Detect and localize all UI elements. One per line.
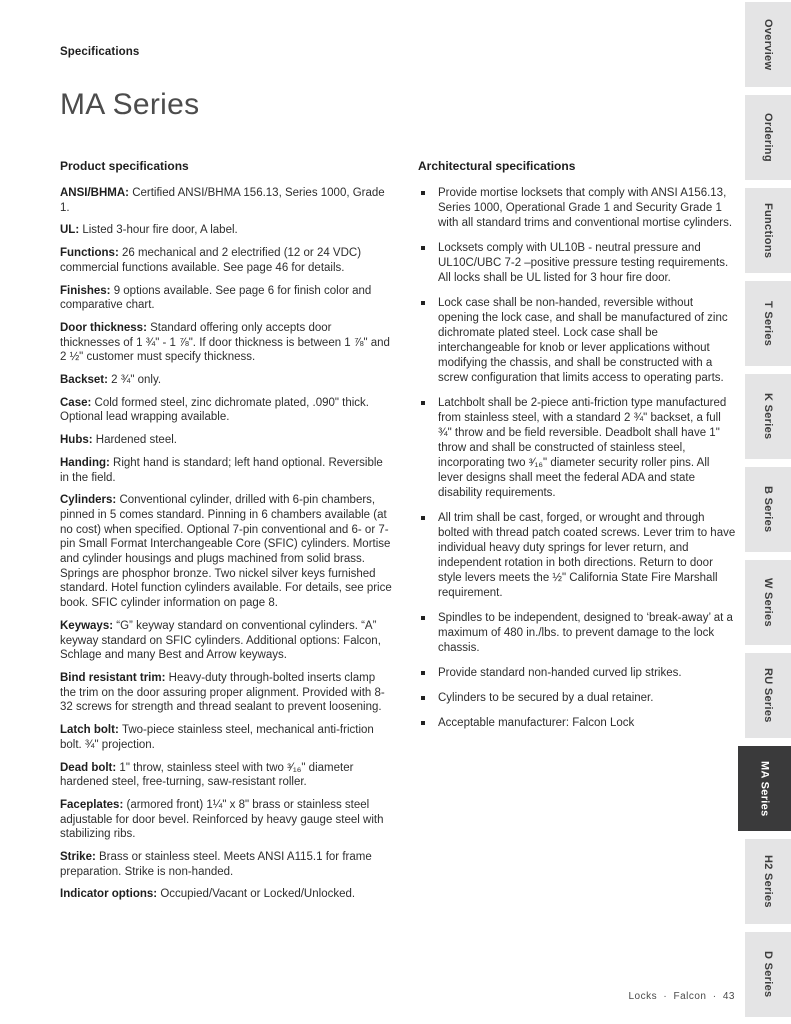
sidebar-tab-label: W Series (762, 578, 774, 627)
sidebar-tab-ru-series[interactable] (745, 653, 791, 738)
product-specifications-column (60, 159, 392, 910)
product-spec-item: Finishes: 9 options available. See page 6 for finish color and comparative chart. (60, 284, 372, 312)
product-spec-item: Hubs: Hardened steel. (60, 434, 177, 447)
arch-spec-bullet-item (418, 186, 736, 231)
sidebar-tab-label: H2 Series (762, 855, 774, 908)
product-spec-item: Cylinders: Conventional cylinder, drilled with 6-pin chambers, pinned in 5 comes standard. Pinning in 6 chambers available (at no cost) when specified. Optional 7-pin conventional and 6- or 7-pin Small Format Interchangeable Core (SFIC) cylinders. Mortise and cylinder housings and plugs machined from solid brass. Springs are phosphor bronze. Two nickel silver keys furnished standard. Hotel function cylinders available. For details, see price book. SFIC cylinder information on page 8. (60, 494, 392, 610)
arch-spec-bullet-item (418, 716, 736, 731)
product-spec-item: Keyways: “G” keyway standard on conventional cylinders. “A” keyway standard on SFIC cylinders. Additional options: Falcon, Schlage and many Best and Arrow keyways. (60, 619, 381, 662)
product-spec-item: Functions: 26 mechanical and 2 electrified (12 or 24 VDC) commercial functions available. See page 46 for details. (60, 247, 362, 274)
product-spec-item: UL: Listed 3-hour fire door, A label. (60, 224, 238, 237)
sidebar-tab-label: K Series (762, 393, 774, 440)
sidebar-tab-d-series[interactable] (745, 932, 791, 1017)
product-spec-label: Indicator options: (60, 888, 161, 901)
arch-spec-bullet-item (418, 691, 736, 706)
sidebar-tab-label: D Series (762, 951, 774, 998)
arch-spec-bullet-item (418, 296, 736, 386)
sidebar-tab-b-series[interactable] (745, 467, 791, 552)
product-spec-item: Dead bolt: 1" throw, stainless steel with two ³⁄₁₆" diameter hardened steel, free-turning, saw-resistant roller. (60, 761, 354, 789)
arch-spec-bullet-item (418, 666, 736, 681)
product-spec-item: Backset: 2 ¾" only. (60, 374, 162, 387)
square-bullet-icon (421, 401, 425, 405)
arch-spec-bullet-text: Cylinders to be secured by a dual retainer. (438, 692, 654, 704)
sidebar-tab-label: T Series (762, 300, 774, 347)
product-spec-item: Indicator options: Occupied/Vacant or Locked/Unlocked. (60, 888, 356, 901)
square-bullet-icon (421, 671, 425, 675)
product-spec-label: Door thickness: (60, 321, 151, 334)
sidebar-tab-w-series[interactable] (745, 560, 791, 645)
arch-spec-bullet-text: Lock case shall be non-handed, reversible without opening the lock case, and shall be manufactured of zinc dichromate plated steel. Lock case shall be interchangeable for knob or lever applications without modifying the chassis, and shall be constructed with a screw configuration that limits access to operating parts. (438, 297, 728, 384)
product-spec-item: Faceplates: (armored front) 1¼" x 8" brass or stainless steel adjustable for door bevel. Reinforced by heavy gauge steel with stabilizing ribs. (60, 798, 384, 841)
sidebar-tab-h2-series[interactable] (745, 839, 791, 924)
product-spec-item: Case: Cold formed steel, zinc dichromate plated, .090" thick. Optional lead wrapping available. (60, 396, 369, 424)
product-specs-list (60, 186, 392, 902)
product-spec-item: ANSI/BHMA: Certified ANSI/BHMA 156.13, Series 1000, Grade 1. (60, 187, 385, 214)
sidebar-tab-label: Ordering (762, 113, 774, 162)
square-bullet-icon (421, 191, 425, 195)
product-spec-label: Hubs: (60, 434, 96, 447)
sidebar-tab-ordering[interactable] (745, 95, 791, 180)
arch-spec-bullet-item (418, 241, 736, 286)
sidebar-tab-overview[interactable] (745, 2, 791, 87)
arch-spec-bullet-text: All trim shall be cast, forged, or wrought and through bolted with thread patch coated screws. Lever trim to have individual heavy duty springs for lever return, and independent rotation in both directions. Return to door style levers meets the ½" California State Fire Marshall requirement. (438, 512, 736, 599)
square-bullet-icon (421, 696, 425, 700)
square-bullet-icon (421, 616, 425, 620)
product-spec-label: Functions: (60, 247, 122, 260)
product-spec-item: Door thickness: Standard offering only accepts door thicknesses of 1 ¾" - 1 ⅞". If door thickness is between 1 ⅞" and 2 ½" customer must specify thickness. (60, 321, 390, 364)
sidebar-tab-k-series[interactable] (745, 374, 791, 459)
product-spec-label: UL: (60, 224, 83, 237)
product-spec-label: Backset: (60, 374, 112, 387)
arch-spec-bullet-item (418, 611, 736, 656)
product-spec-item: Latch bolt: Two-piece stainless steel, mechanical anti-friction bolt. ¾" projection. (60, 724, 374, 751)
architectural-specifications-column (418, 159, 736, 910)
sidebar-tab-t-series[interactable] (745, 281, 791, 366)
page-title: MA Series (60, 88, 200, 121)
product-spec-item: Handing: Right hand is standard; left hand optional. Reversible in the field. (60, 456, 383, 484)
product-spec-label: Latch bolt: (60, 724, 122, 737)
product-spec-label: Case: (60, 396, 95, 409)
square-bullet-icon (421, 721, 425, 725)
arch-spec-bullet-text: Locksets comply with UL10B - neutral pressure and UL10C/UBC 7-2 –positive pressure testing requirements. All locks shall be UL listed for 3 hour fire door. (438, 242, 729, 284)
arch-spec-bullet-item (418, 511, 736, 601)
arch-spec-bullet-text: Provide standard non-handed curved lip strikes. (438, 667, 682, 679)
sidebar-tab-functions[interactable] (745, 188, 791, 273)
product-specs-heading: Product specifications (60, 159, 189, 173)
arch-spec-bullet-text: Provide mortise locksets that comply with ANSI A156.13, Series 1000, Operational Grade 1 and Security Grade 1 with all standard trims and conventional mortise cylinders. (438, 187, 733, 229)
product-spec-label: ANSI/BHMA: (60, 187, 133, 199)
product-spec-label: Keyways: (60, 619, 117, 632)
square-bullet-icon (421, 301, 425, 305)
product-spec-label: Dead bolt: (60, 761, 120, 774)
product-spec-label: Cylinders: (60, 494, 120, 507)
sidebar-tab-label: Functions (762, 202, 774, 259)
sidebar-tab-label: RU Series (762, 668, 774, 723)
product-spec-label: Strike: (60, 851, 99, 864)
arch-spec-bullet-item (418, 396, 736, 501)
sidebar-tab-rail (740, 0, 791, 1024)
section-eyebrow: Specifications (60, 46, 140, 58)
product-spec-label: Handing: (60, 456, 114, 469)
product-spec-item: Strike: Brass or stainless steel. Meets ANSI A115.1 for frame preparation. Strike is non-handed. (60, 851, 372, 878)
arch-spec-bullet-text: Latchbolt shall be 2-piece anti-friction type manufactured from stainless steel, with a standard 2 ¾" backset, a full ¾" throw and be field reversible. Deadbolt shall have 1" throw and shall be constructed of stainless steel, incorporating two ³⁄₁₆" diameter security roller pins. All lever designs shall meet the federal ADA and state disability requirements. (438, 397, 727, 499)
square-bullet-icon (421, 516, 425, 520)
page-footer: Locks · Falcon · 43 (628, 991, 735, 1002)
sidebar-tab-ma-series[interactable] (738, 746, 791, 831)
arch-spec-bullet-text: Spindles to be independent, designed to ‘break-away’ at a maximum of 480 in./lbs. to prevent damage to the lock chassis. (438, 612, 733, 654)
square-bullet-icon (421, 246, 425, 250)
sidebar-tab-label: MA Series (758, 760, 771, 817)
arch-specs-heading: Architectural specifications (418, 159, 576, 173)
product-spec-item: Bind resistant trim: Heavy-duty through-bolted inserts clamp the trim on the door assuring proper alignment. Provided with 8-32 screws for strength and thread sealant to prevent loosening. (60, 671, 385, 714)
product-spec-label: Faceplates: (60, 798, 127, 811)
arch-spec-bullet-text: Acceptable manufacturer: Falcon Lock (438, 717, 635, 729)
sidebar-tab-label: B Series (762, 486, 774, 533)
product-spec-label: Finishes: (60, 284, 114, 297)
sidebar-tab-label: Overview (762, 18, 774, 71)
arch-specs-list (418, 186, 736, 731)
product-spec-label: Bind resistant trim: (60, 671, 169, 684)
spec-columns (60, 159, 736, 910)
